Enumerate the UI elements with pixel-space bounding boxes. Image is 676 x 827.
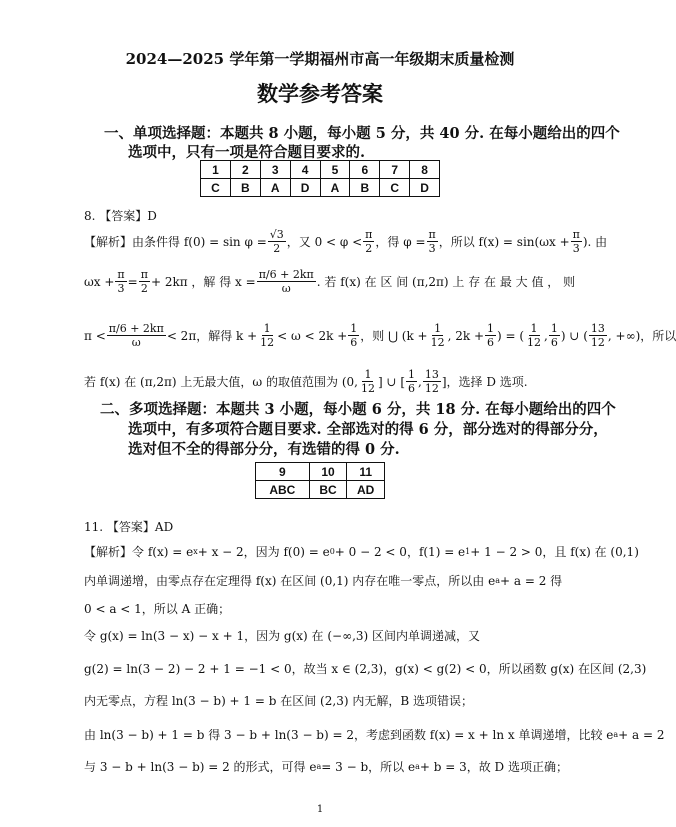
superscript: a: [316, 762, 322, 771]
numerator: 1: [408, 368, 416, 381]
table-cell: 3: [260, 161, 290, 179]
numerator: π: [428, 228, 436, 241]
math-text: ) = (: [497, 328, 525, 343]
math-text: ，所以 f(x) = sin(ωx +: [438, 235, 570, 249]
superscript: a: [495, 576, 500, 585]
math-text: 由 ln(3 − b) + 1 = b 得 3 − b + ln(3 − b) = 2，考虑到函数 f(x) = x + ln x 单调递增，比较 e: [84, 728, 614, 742]
table-cell: A: [260, 179, 290, 197]
numerator: π: [572, 228, 580, 241]
math-text: 与 3 − b + ln(3 − b) = 2 的形式，可得 e: [84, 760, 317, 774]
math-text: + a = 2 得: [499, 574, 563, 588]
table-cell: C: [380, 179, 410, 197]
table-cell: B: [230, 179, 260, 197]
math-text: , 2k +: [447, 328, 484, 343]
math-text: =: [127, 274, 138, 289]
denominator: 12: [424, 382, 439, 395]
fraction: [427, 228, 438, 255]
section2-heading-line2: 选项中，有多项符合题目要求. 全部选对的得 6 分，部分选对的得部分分，: [128, 421, 608, 438]
fraction: [549, 322, 560, 349]
fraction: [485, 322, 496, 349]
math-text: ωx +: [84, 274, 115, 289]
math-text: 内无零点，方程 ln(3 − b) + 1 = b 在区间 (2,3) 内无解，B 选项错误；: [84, 694, 473, 708]
superscript: 0: [329, 547, 335, 556]
math-text: 令 g(x) = ln(3 − x) − x + 1，因为 g(x) 在 (−∞,3) 区间内单调递减，又: [84, 629, 481, 643]
multi-choice-answer-table: [255, 462, 385, 499]
numerator: 1: [487, 322, 494, 335]
math-text: + 2kπ ，解 得 x =: [150, 275, 256, 289]
numerator: 13: [590, 322, 605, 335]
fraction: [115, 268, 126, 295]
table-cell: D: [290, 179, 320, 197]
superscript: x: [193, 547, 198, 556]
denominator: 6: [487, 336, 494, 349]
solution-line: [84, 368, 528, 395]
table-cell: BC: [309, 481, 347, 499]
table-cell: 6: [350, 161, 380, 179]
math-text: ] ∪ [: [377, 374, 406, 389]
section2-heading-line1: 二、多项选择题：本题共 3 小题，每小题 6 分，共 18 分. 在每小题给出的四个: [100, 401, 616, 418]
fraction: [258, 322, 276, 349]
math-text: π <: [84, 328, 106, 343]
table-row-answers: [256, 481, 385, 499]
math-text: ]，选择 D 选项.: [441, 375, 528, 389]
numerator: π/6 + 2kπ: [108, 322, 164, 335]
numerator: 1: [263, 322, 271, 335]
numerator: √3: [269, 228, 284, 241]
fraction: [589, 322, 607, 349]
math-text: + a = 2: [618, 727, 665, 742]
numerator: π: [365, 228, 373, 241]
table-cell: 1: [201, 161, 231, 179]
math-text: g(2) = ln(3 − 2) − 2 + 1 = −1 < 0，故当 x ∈ (2,3)，g(x) < g(2) < 0，所以函数 g(x) 在区间 (2,3): [84, 662, 647, 676]
denominator: ω: [131, 336, 141, 349]
math-text: , +∞)，所以: [607, 329, 676, 343]
denominator: 3: [117, 282, 125, 295]
math-text: ，得 φ =: [375, 235, 426, 249]
solution-line: [84, 228, 607, 255]
solution-line: [84, 758, 568, 775]
math-text: 0 < a < 1，所以 A 正确；: [84, 602, 231, 616]
table-row-questions: [256, 463, 385, 481]
solution-line: [84, 572, 562, 589]
single-choice-answer-table: [200, 160, 440, 197]
numerator: 1: [434, 322, 442, 335]
numerator: 1: [530, 322, 538, 335]
solution-line: [84, 268, 575, 295]
table-cell: 10: [309, 463, 347, 481]
math-text: + 1 − 2 > 0，且 f(x) 在 (0,1): [470, 545, 639, 559]
page-number: 1: [316, 804, 324, 815]
denominator: 6: [408, 382, 416, 395]
denominator: 12: [360, 382, 375, 395]
fraction: [359, 368, 377, 395]
fraction: [406, 368, 417, 395]
section2-heading-line3: 选对但不全的得部分分，有选错的得 0 分.: [128, 441, 400, 458]
denominator: 2: [140, 282, 148, 295]
denominator: 12: [590, 336, 605, 349]
denominator: 12: [430, 336, 445, 349]
superscript: a: [415, 762, 420, 771]
solution-line: [84, 543, 639, 560]
numerator: 1: [364, 368, 372, 381]
math-text: ，又 0 < φ <: [286, 235, 363, 249]
solution-line: [84, 692, 473, 709]
table-cell: 5: [320, 161, 350, 179]
fraction: [571, 228, 582, 255]
table-row-answers: [201, 179, 440, 197]
denominator: 12: [527, 336, 542, 349]
denominator: 6: [350, 336, 358, 349]
numerator: 13: [424, 368, 439, 381]
math-text: 【解析】由条件得 f(0) = sin φ =: [84, 235, 267, 249]
superscript: a: [613, 730, 619, 739]
fraction: [107, 322, 166, 349]
solution-line: [84, 600, 230, 617]
math-text: + 0 − 2 < 0，f(1) = e: [334, 545, 466, 559]
math-text: 若 f(x) 在 (π,2π) 上无最大值，ω 的取值范围为 (0,: [84, 375, 358, 389]
numerator: π: [140, 268, 148, 281]
math-text: ，则 ⋃ (k +: [360, 329, 428, 343]
denominator: 6: [550, 336, 558, 349]
table-cell: B: [350, 179, 380, 197]
math-text: ). 由: [582, 235, 608, 249]
table-cell: 7: [380, 161, 410, 179]
table-cell: A: [320, 179, 350, 197]
denominator: 3: [428, 242, 436, 255]
numerator: 1: [350, 322, 358, 335]
denominator: 2: [365, 242, 373, 255]
numerator: π: [117, 268, 125, 281]
fraction: [257, 268, 316, 295]
solution-line: [84, 627, 480, 644]
numerator: π/6 + 2kπ: [258, 268, 314, 281]
q8-answer-label: 8. 【答案】D: [84, 209, 157, 223]
numerator: 1: [550, 322, 558, 335]
math-text: + x − 2，因为 f(0) = e: [197, 545, 330, 559]
table-cell: 4: [290, 161, 320, 179]
solution-line: [84, 322, 676, 349]
q11-answer-label: 11. 【答案】AD: [84, 520, 174, 534]
fraction: [268, 228, 286, 255]
math-text: < ω < 2k +: [277, 328, 348, 343]
table-cell: 8: [410, 161, 440, 179]
section1-heading-line2: 选项中，只有一项是符合题目要求的.: [128, 144, 366, 161]
math-text: = 3 − b，所以 e: [321, 760, 416, 774]
fraction: [423, 368, 441, 395]
denominator: 3: [572, 242, 580, 255]
denominator: 2: [273, 242, 281, 255]
table-cell: ABC: [256, 481, 310, 499]
document-title: 2024—2025 学年第一学期福州市高一年级期末质量检测: [125, 50, 515, 68]
superscript: 1: [465, 547, 471, 556]
table-cell: 11: [347, 463, 385, 481]
table-cell: D: [410, 179, 440, 197]
math-text: < 2π，解得 k +: [166, 329, 258, 343]
math-text: . 若 f(x) 在 区 间 (π,2π) 上 存 在 最 大 值 ， 则: [316, 275, 576, 289]
fraction: [348, 322, 359, 349]
fraction: [525, 322, 543, 349]
math-text: 内单调递增，由零点存在定理得 f(x) 在区间 (0,1) 内存在唯一零点，所以由 e: [84, 574, 496, 588]
table-row-questions: [201, 161, 440, 179]
math-text: + b = 3，故 D 选项正确；: [419, 760, 568, 774]
table-cell: 9: [256, 463, 310, 481]
section1-heading-line1: 一、单项选择题：本题共 8 小题，每小题 5 分，共 40 分. 在每小题给出的四个: [104, 125, 620, 142]
math-text: 【解析】令 f(x) = e: [84, 545, 194, 559]
table-cell: AD: [347, 481, 385, 499]
solution-line: [84, 660, 646, 677]
table-cell: C: [201, 179, 231, 197]
math-text: ,: [544, 328, 548, 343]
table-cell: 2: [230, 161, 260, 179]
math-text: ) ∪ (: [560, 328, 588, 343]
denominator: ω: [281, 282, 291, 295]
fraction: [139, 268, 150, 295]
math-text: ,: [418, 374, 422, 389]
fraction: [363, 228, 374, 255]
solution-line: [84, 726, 665, 743]
fraction: [429, 322, 447, 349]
document-subtitle: 数学参考答案: [257, 81, 383, 106]
denominator: 12: [260, 336, 275, 349]
